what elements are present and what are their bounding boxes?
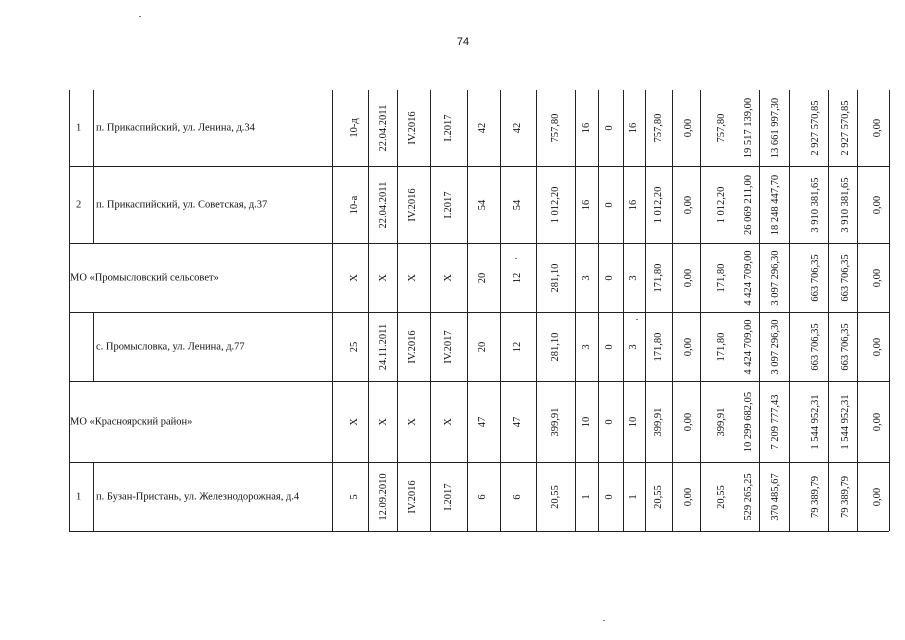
table-cell: IV.2016 xyxy=(406,479,418,514)
table-cell: 0 xyxy=(603,493,615,500)
table-cell: 0,00 xyxy=(871,337,883,356)
table-cell: I.2017 xyxy=(442,190,454,219)
table-cell: 16 xyxy=(627,122,639,134)
table-cell: 10-д xyxy=(348,118,360,138)
table-cell: 0,00 xyxy=(682,412,694,431)
column-line xyxy=(536,90,537,531)
table-cell: I.2017 xyxy=(442,482,454,511)
column-line xyxy=(368,90,369,531)
table-cell: 3 xyxy=(627,343,639,350)
column-line xyxy=(857,90,858,531)
row-line xyxy=(69,381,889,382)
table-cell: 54 xyxy=(511,199,523,210)
column-line xyxy=(575,90,576,531)
table-cell: 22.04.2011 xyxy=(377,104,389,152)
table-cell: 3 097 296,30 xyxy=(769,249,781,306)
table-cell: 20 xyxy=(476,272,488,283)
table-cell: 20 xyxy=(476,341,488,352)
row-number: 1 xyxy=(76,491,82,502)
table-cell: Х xyxy=(442,273,454,282)
scan-speck xyxy=(636,319,638,320)
row-line xyxy=(69,312,889,313)
table-cell: 16 xyxy=(627,199,639,210)
scan-speck xyxy=(139,16,141,17)
table-cell: Х xyxy=(348,417,360,426)
table-cell: 529 265,25 xyxy=(742,472,754,521)
column-line xyxy=(889,90,890,531)
table-cell: 7 209 777,43 xyxy=(769,393,781,450)
table-cell: 171,80 xyxy=(652,332,664,361)
table-cell: 20,55 xyxy=(715,484,727,509)
table-cell: 399,91 xyxy=(715,407,727,436)
table-cell: 3 910 381,65 xyxy=(839,176,851,233)
row-number: 2 xyxy=(76,199,82,210)
table-cell: 16 xyxy=(580,199,592,210)
table-cell: 663 706,35 xyxy=(839,322,851,371)
table-cell: Х xyxy=(348,273,360,282)
table-cell: 1 012,20 xyxy=(652,186,664,223)
table-cell: 0,00 xyxy=(682,487,694,506)
table-cell: I.2017 xyxy=(442,114,454,142)
table-cell: 1 544 952,31 xyxy=(839,393,851,450)
column-line xyxy=(700,90,701,531)
table-cell: 79 389,79 xyxy=(809,475,821,518)
address-cell: п. Бузан-Пристань, ул. Железнодорожная, д.4 xyxy=(96,491,300,502)
table-cell: Х xyxy=(377,273,389,282)
table-cell: 757,80 xyxy=(652,113,664,143)
table-cell: 0,00 xyxy=(682,268,694,287)
table-cell: 24.11.2011 xyxy=(377,323,389,370)
table-cell: 399,91 xyxy=(549,407,561,436)
table-cell: 54 xyxy=(476,199,488,210)
row-line xyxy=(69,462,889,463)
column-line xyxy=(93,312,94,381)
table-cell: 10 xyxy=(580,416,592,427)
address-cell: п. Прикаспийский, ул. Ленина, д.34 xyxy=(96,122,255,134)
table-cell: 26 069 211,00 xyxy=(742,174,754,235)
table-cell: 12 xyxy=(511,272,523,283)
table-cell: 757,80 xyxy=(715,113,727,143)
table-cell: 3 xyxy=(580,274,592,281)
column-line xyxy=(430,90,431,531)
column-line xyxy=(828,90,829,531)
table-cell: 3 xyxy=(627,274,639,281)
column-line xyxy=(93,166,94,243)
table-cell: Х xyxy=(406,273,418,282)
table-cell: 6 xyxy=(511,493,523,500)
table-cell: 0,00 xyxy=(871,268,883,287)
table-cell: 663 706,35 xyxy=(839,253,851,302)
column-line xyxy=(645,90,646,531)
table-cell: 171,80 xyxy=(715,332,727,361)
table-cell: 47 xyxy=(511,416,523,427)
table-cell: 18 248 447,70 xyxy=(769,174,781,235)
table-cell: 79 389,79 xyxy=(839,475,851,518)
column-line xyxy=(789,90,790,531)
table-cell: 5 xyxy=(348,493,360,500)
table-cell: Х xyxy=(442,417,454,426)
column-line xyxy=(500,90,501,531)
column-line xyxy=(69,90,70,531)
table-cell: 663 706,35 xyxy=(809,253,821,302)
table-cell: 20,55 xyxy=(652,484,664,509)
table-cell: 1 012,20 xyxy=(549,186,561,223)
table-cell: 42 xyxy=(511,122,523,134)
table-cell: 19 517 139,00 xyxy=(742,97,754,159)
municipality-label: МО «Красноярский район» xyxy=(70,416,193,427)
table-cell: 25 xyxy=(348,341,360,352)
table-cell: Х xyxy=(406,417,418,426)
table-cell: 370 485,67 xyxy=(769,472,781,521)
column-line xyxy=(672,90,673,531)
table-cell: 10-а xyxy=(348,195,360,214)
column-line xyxy=(598,90,599,531)
table-cell: 757,80 xyxy=(549,113,561,143)
table-cell: 1 xyxy=(580,493,592,500)
table-cell: 3 xyxy=(580,343,592,350)
table-cell: 0 xyxy=(603,418,615,425)
address-cell: п. Прикаспийский, ул. Советская, д.37 xyxy=(96,199,268,210)
column-line xyxy=(397,90,398,531)
table-cell: IV.2017 xyxy=(442,329,454,364)
column-line xyxy=(623,90,624,531)
table-cell: 3 910 381,65 xyxy=(809,176,821,233)
table-cell: 22.04.2011 xyxy=(377,181,389,228)
column-line xyxy=(759,90,760,531)
table-cell: 3 097 296,30 xyxy=(769,318,781,375)
table-cell: 0,00 xyxy=(871,118,883,138)
table-cell: 10 xyxy=(627,416,639,427)
table-cell: 0 xyxy=(603,343,615,350)
table-cell: 16 xyxy=(580,122,592,134)
column-line xyxy=(93,90,94,166)
table-cell: 0,00 xyxy=(682,195,694,214)
column-line xyxy=(93,462,94,531)
table-cell: 0 xyxy=(603,125,615,131)
table-cell: 42 xyxy=(476,122,488,134)
table-cell: 0,00 xyxy=(682,337,694,356)
table-cell: 12 xyxy=(511,341,523,352)
table-cell: 281,10 xyxy=(549,332,561,361)
table-cell: 1 xyxy=(627,493,639,500)
table-cell: 12.09.2010 xyxy=(377,472,389,521)
table-cell: 0,00 xyxy=(871,487,883,506)
table-cell: 4 424 709,00 xyxy=(742,318,754,375)
table-cell: 13 661 997,30 xyxy=(769,97,781,159)
table-cell: 4 424 709,00 xyxy=(742,249,754,306)
table-cell: 399,91 xyxy=(652,407,664,436)
table-cell: 663 706,35 xyxy=(809,322,821,371)
table-cell: 2 927 570,85 xyxy=(839,100,851,156)
table-cell: 0,00 xyxy=(871,412,883,431)
table-cell: 1 012,20 xyxy=(715,186,727,223)
column-line xyxy=(467,90,468,531)
table-cell: 0 xyxy=(603,274,615,281)
scan-speck xyxy=(515,258,517,259)
table-cell: 20,55 xyxy=(549,484,561,509)
table-cell: Х xyxy=(377,417,389,426)
row-line xyxy=(69,243,889,244)
table-cell: IV.2016 xyxy=(406,187,418,222)
address-cell: с. Промысловка, ул. Ленина, д.77 xyxy=(96,341,245,352)
row-line xyxy=(69,531,889,532)
table-cell: 1 544 952,31 xyxy=(809,393,821,450)
table-cell: IV.2016 xyxy=(406,329,418,364)
table-cell: 10 299 682,05 xyxy=(742,391,754,452)
row-line xyxy=(69,166,889,167)
table-cell: 6 xyxy=(476,493,488,500)
table-cell: IV.2016 xyxy=(406,111,418,145)
table-cell: 0 xyxy=(603,201,615,208)
scan-speck xyxy=(603,620,605,621)
municipality-label: МО «Промысловский сельсовет» xyxy=(70,272,219,283)
table-cell: 171,80 xyxy=(715,263,727,292)
table-cell: 2 927 570,85 xyxy=(809,100,821,156)
row-number: 1 xyxy=(76,122,82,134)
table-cell: 0,00 xyxy=(871,195,883,214)
column-line xyxy=(332,90,333,531)
table-cell: 0,00 xyxy=(682,118,694,138)
table-cell: 281,10 xyxy=(549,263,561,292)
table-cell: 171,80 xyxy=(652,263,664,292)
page-number: 74 xyxy=(456,36,470,48)
table-cell: 47 xyxy=(476,416,488,427)
